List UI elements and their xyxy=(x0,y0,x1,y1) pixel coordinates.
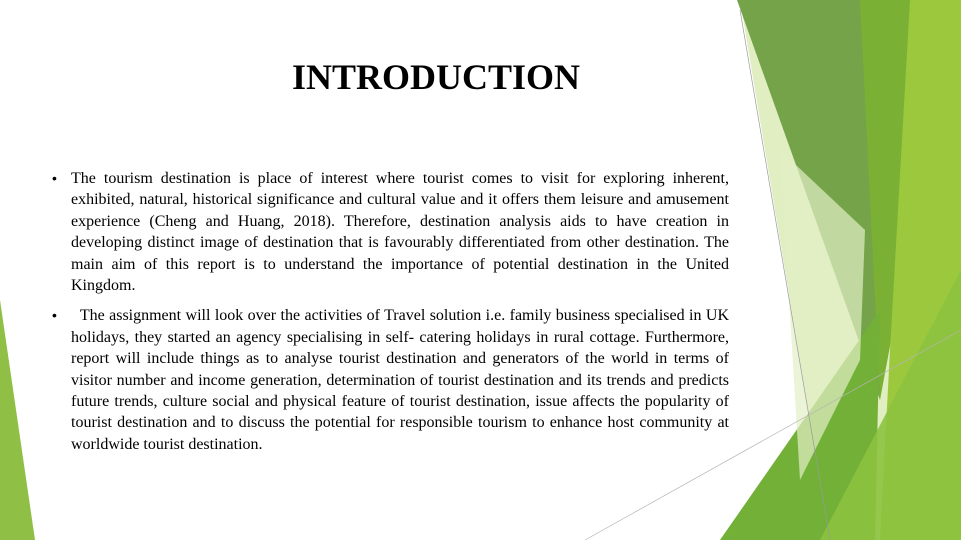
bullet-item xyxy=(50,305,734,455)
bullet-icon: • xyxy=(52,307,57,324)
bullet-list xyxy=(50,168,734,464)
bullet-icon: • xyxy=(52,170,57,186)
bullet-item xyxy=(50,168,729,296)
left-green-sliver xyxy=(0,300,35,540)
bullet-text: The assignment will look over the activities of Travel solution i.e. family business specialised in UK holidays, they started an agency specialising in self- catering holidays in rural cottage. Furthermore, report will include things as to analyse tourist destination and generators of the world in terms of visitor number and income generation, determination of tourist destination and its trends and predicts future trends, culture social and physical feature of tourist destination, issue affects the popularity of tourist destination and to discuss the potential for responsible tourism to enhance host community at worldwide tourist destination. xyxy=(71,307,734,453)
bullet-text: The tourism destination is place of interest where tourist comes to visit for exploring inherent, exhibited, natural, historical significance and cultural value and it offers them leisure and amusement experience (Cheng and Huang, 2018). Therefore, destination analysis aids to have creation in developing distinct image of destination that is favourably differentiated from other destination. The main aim of this report is to understand the importance of potential destination in the United Kingdom. xyxy=(71,170,729,295)
slide-title: INTRODUCTION xyxy=(291,57,581,97)
